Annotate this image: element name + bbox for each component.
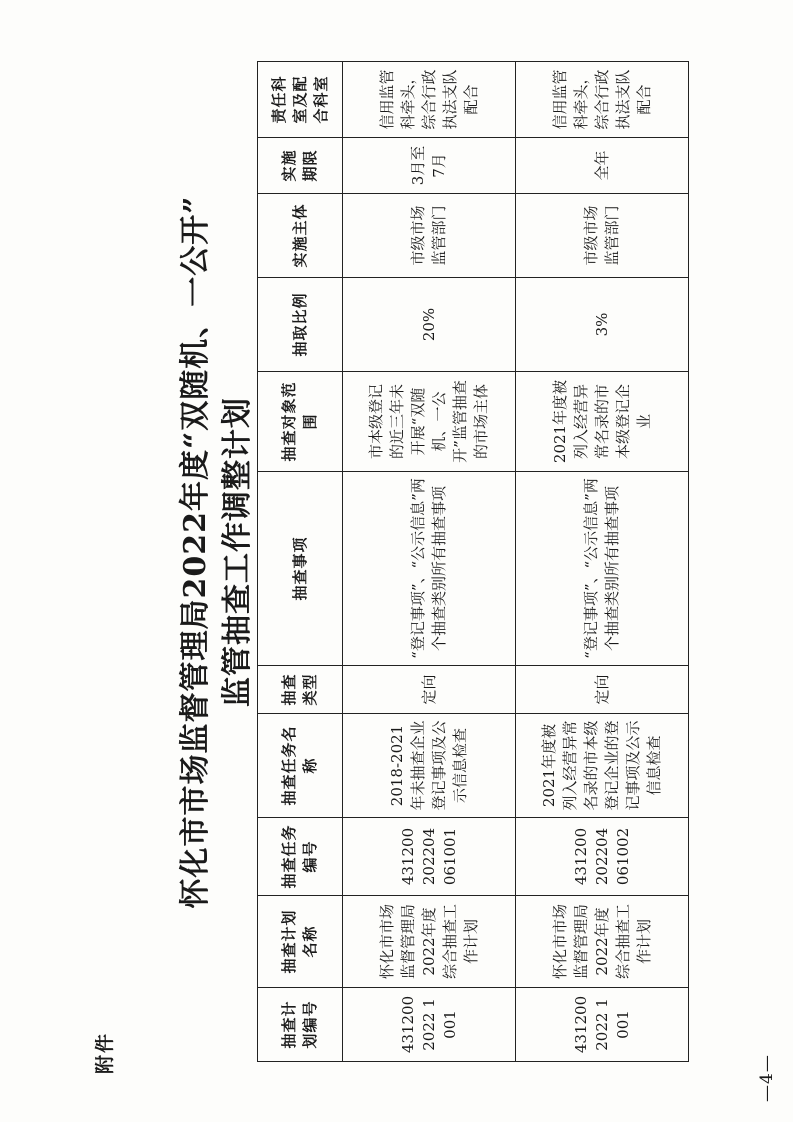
table-header-row [258, 62, 343, 1062]
page-number: —4— [757, 1054, 777, 1102]
cell-dept: 信用监管科牵头，综合行政执法支队配合 [343, 62, 516, 138]
header-task-no: 抽查任务编号 [258, 818, 343, 896]
cell-task-no: 431200202204 061001 [343, 818, 516, 896]
cell-type: 定向 [343, 666, 516, 714]
header-type: 抽查类型 [258, 666, 343, 714]
document-title: 怀化市市场监督管理局2022年度“双随机、一公开” [178, 195, 213, 909]
header-dept: 责任科室及配合科室 [258, 62, 343, 138]
header-task-name: 抽查任务名称 [258, 714, 343, 818]
cell-task-name: 2018-2021年未抽查企业登记事项及公示信息检查 [343, 714, 516, 818]
cell-period: 3月至7月 [343, 138, 516, 194]
cell-plan-no: 4312002022 1001 [343, 988, 516, 1062]
header-scope: 抽查对象范围 [258, 372, 343, 472]
cell-ratio: 3% [516, 278, 689, 372]
cell-subject: 市级市场监管部门 [516, 194, 689, 278]
annex-label: 附件 [94, 1031, 116, 1074]
cell-subject: 市级市场监管部门 [343, 194, 516, 278]
cell-scope: 2021年度被列入经营异常名录的市本级登记企业 [516, 372, 689, 472]
header-items: 抽查事项 [258, 472, 343, 666]
header-plan-no: 抽查计划编号 [258, 988, 343, 1062]
cell-items: “登记事项”、“公示信息”两个抽查类别所有抽查事项 [343, 472, 516, 666]
header-ratio: 抽取比例 [258, 278, 343, 372]
table-row [516, 62, 689, 1062]
plan-table [257, 61, 689, 1062]
header-subject: 实施主体 [258, 194, 343, 278]
document-subtitle: 监管抽查工作调整计划 [220, 397, 255, 707]
table-row [343, 62, 516, 1062]
cell-type: 定向 [516, 666, 689, 714]
cell-plan-no: 4312002022 1001 [516, 988, 689, 1062]
cell-items: “登记事项”、“公示信息”两个抽查类别所有抽查事项 [516, 472, 689, 666]
cell-scope: 市本级登记的近三年未开展“双随机、一公开”监管抽查的市场主体 [343, 372, 516, 472]
header-plan-name: 抽查计划名称 [258, 896, 343, 988]
cell-ratio: 20% [343, 278, 516, 372]
cell-task-name: 2021年度被列入经营异常名录的市本级登记企业的登记事项及公示信息检查 [516, 714, 689, 818]
cell-plan-name: 怀化市市场监督管理局2022年度综合抽查工作计划 [516, 896, 689, 988]
cell-period: 全年 [516, 138, 689, 194]
cell-dept: 信用监管科牵头，综合行政执法支队配合 [516, 62, 689, 138]
cell-task-no: 431200202204 061002 [516, 818, 689, 896]
header-period: 实施期限 [258, 138, 343, 194]
cell-plan-name: 怀化市市场监督管理局2022年度综合抽查工作计划 [343, 896, 516, 988]
